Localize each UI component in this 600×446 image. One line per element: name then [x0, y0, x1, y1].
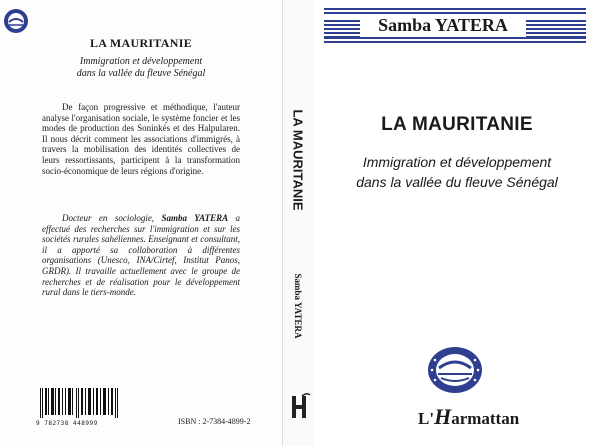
front-author: Samba YATERA	[360, 14, 526, 36]
front-stripes-bottom	[324, 37, 586, 45]
publisher-rest: armattan	[451, 409, 520, 428]
barcode-digits: 9 782738 448999	[36, 420, 98, 427]
back-title: LA MAURITANIE	[89, 36, 193, 50]
harmattan-globe-logo	[427, 346, 483, 394]
publisher-prefix: L'	[418, 409, 435, 428]
isbn: ISBN : 2-7384-4899-2	[178, 417, 251, 426]
front-subtitle-line1: Immigration et développement	[362, 154, 552, 170]
front-subtitle	[314, 152, 600, 192]
harmattan-globe-logo	[3, 8, 29, 34]
back-summary: De façon progressive et méthodique, l'auteur analyse l'organisation sociale, le système foncier et les modes de production des Soninkés et des Halpularen. Il nous décrit comment les associations d'immigrés, à travers la mobilisation des identités collectives de leurs ressortissants, participent à la transformation socio-économique de leurs régions d'origine.	[42, 102, 240, 176]
publisher-name	[418, 404, 519, 430]
publisher-h: H	[434, 404, 452, 429]
front-title: LA MAURITANIE	[381, 114, 533, 135]
spine-title: LA MAURITANIE	[290, 109, 306, 211]
bio-rest: a effectué des recherches sur l'immigration et sur les sociétés rurales sahéliennes. Enseignant et consultant, il a apporté sa collaboration à différentes organisations (Unesco, INA/Cirtef, Institut Panos, GRDR). Il travaille actuellement avec le groupe de recherches et de réalisation pour le développement rural dans le tiers-monde.	[42, 213, 241, 298]
back-subtitle-line1: Immigration et développement	[79, 56, 203, 67]
barcode	[40, 388, 118, 418]
author-bio	[42, 213, 240, 298]
harmattan-h-logo	[287, 392, 311, 422]
spine-author: Samba YATERA	[293, 273, 303, 339]
back-subtitle	[0, 56, 282, 80]
book-spine	[282, 0, 316, 446]
bio-name: Samba YATERA	[161, 213, 229, 223]
front-subtitle-line2: dans la vallée du fleuve Sénégal	[356, 174, 558, 190]
back-subtitle-line2: dans la vallée du fleuve Sénégal	[76, 68, 206, 79]
bio-intro: Docteur en sociologie,	[62, 213, 162, 223]
